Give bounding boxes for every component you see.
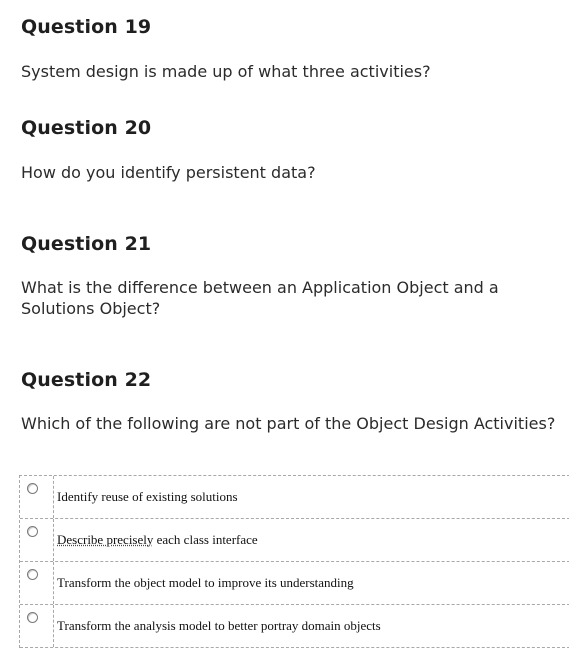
answer-option-4[interactable] [20,605,569,648]
option-2-label [54,519,569,561]
answer-option-2[interactable] [20,519,569,562]
spellcheck-flagged-text: Describe precisely [57,532,154,547]
question-21-text: What is the difference between an Application Object and a Solutions Object? [21,278,499,318]
question-21-title: Question 21 [21,233,152,255]
radio-cell [20,605,54,647]
option-2-label-rest: each class interface [153,532,258,547]
option-1-label: Identify reuse of existing solutions [57,489,238,504]
question-20-text: How do you identify persistent data? [21,163,316,182]
radio-button-option-4[interactable] [27,612,38,623]
radio-cell [20,519,54,561]
radio-button-option-3[interactable] [27,569,38,580]
answer-option-1[interactable] [20,476,569,519]
answer-options-table [19,475,569,648]
option-3-label: Transform the object model to improve its understanding [57,575,354,590]
radio-button-option-2[interactable] [27,526,38,537]
question-22-text: Which of the following are not part of the Object Design Activities? [21,414,556,433]
radio-button-option-1[interactable] [27,483,38,494]
question-20-title: Question 20 [21,117,152,139]
question-22-title: Question 22 [21,369,152,391]
option-4-label: Transform the analysis model to better portray domain objects [57,618,381,633]
radio-cell [20,476,54,518]
question-19-title: Question 19 [21,16,152,38]
question-19-text: System design is made up of what three activities? [21,62,431,81]
radio-cell [20,562,54,604]
answer-option-3[interactable] [20,562,569,605]
